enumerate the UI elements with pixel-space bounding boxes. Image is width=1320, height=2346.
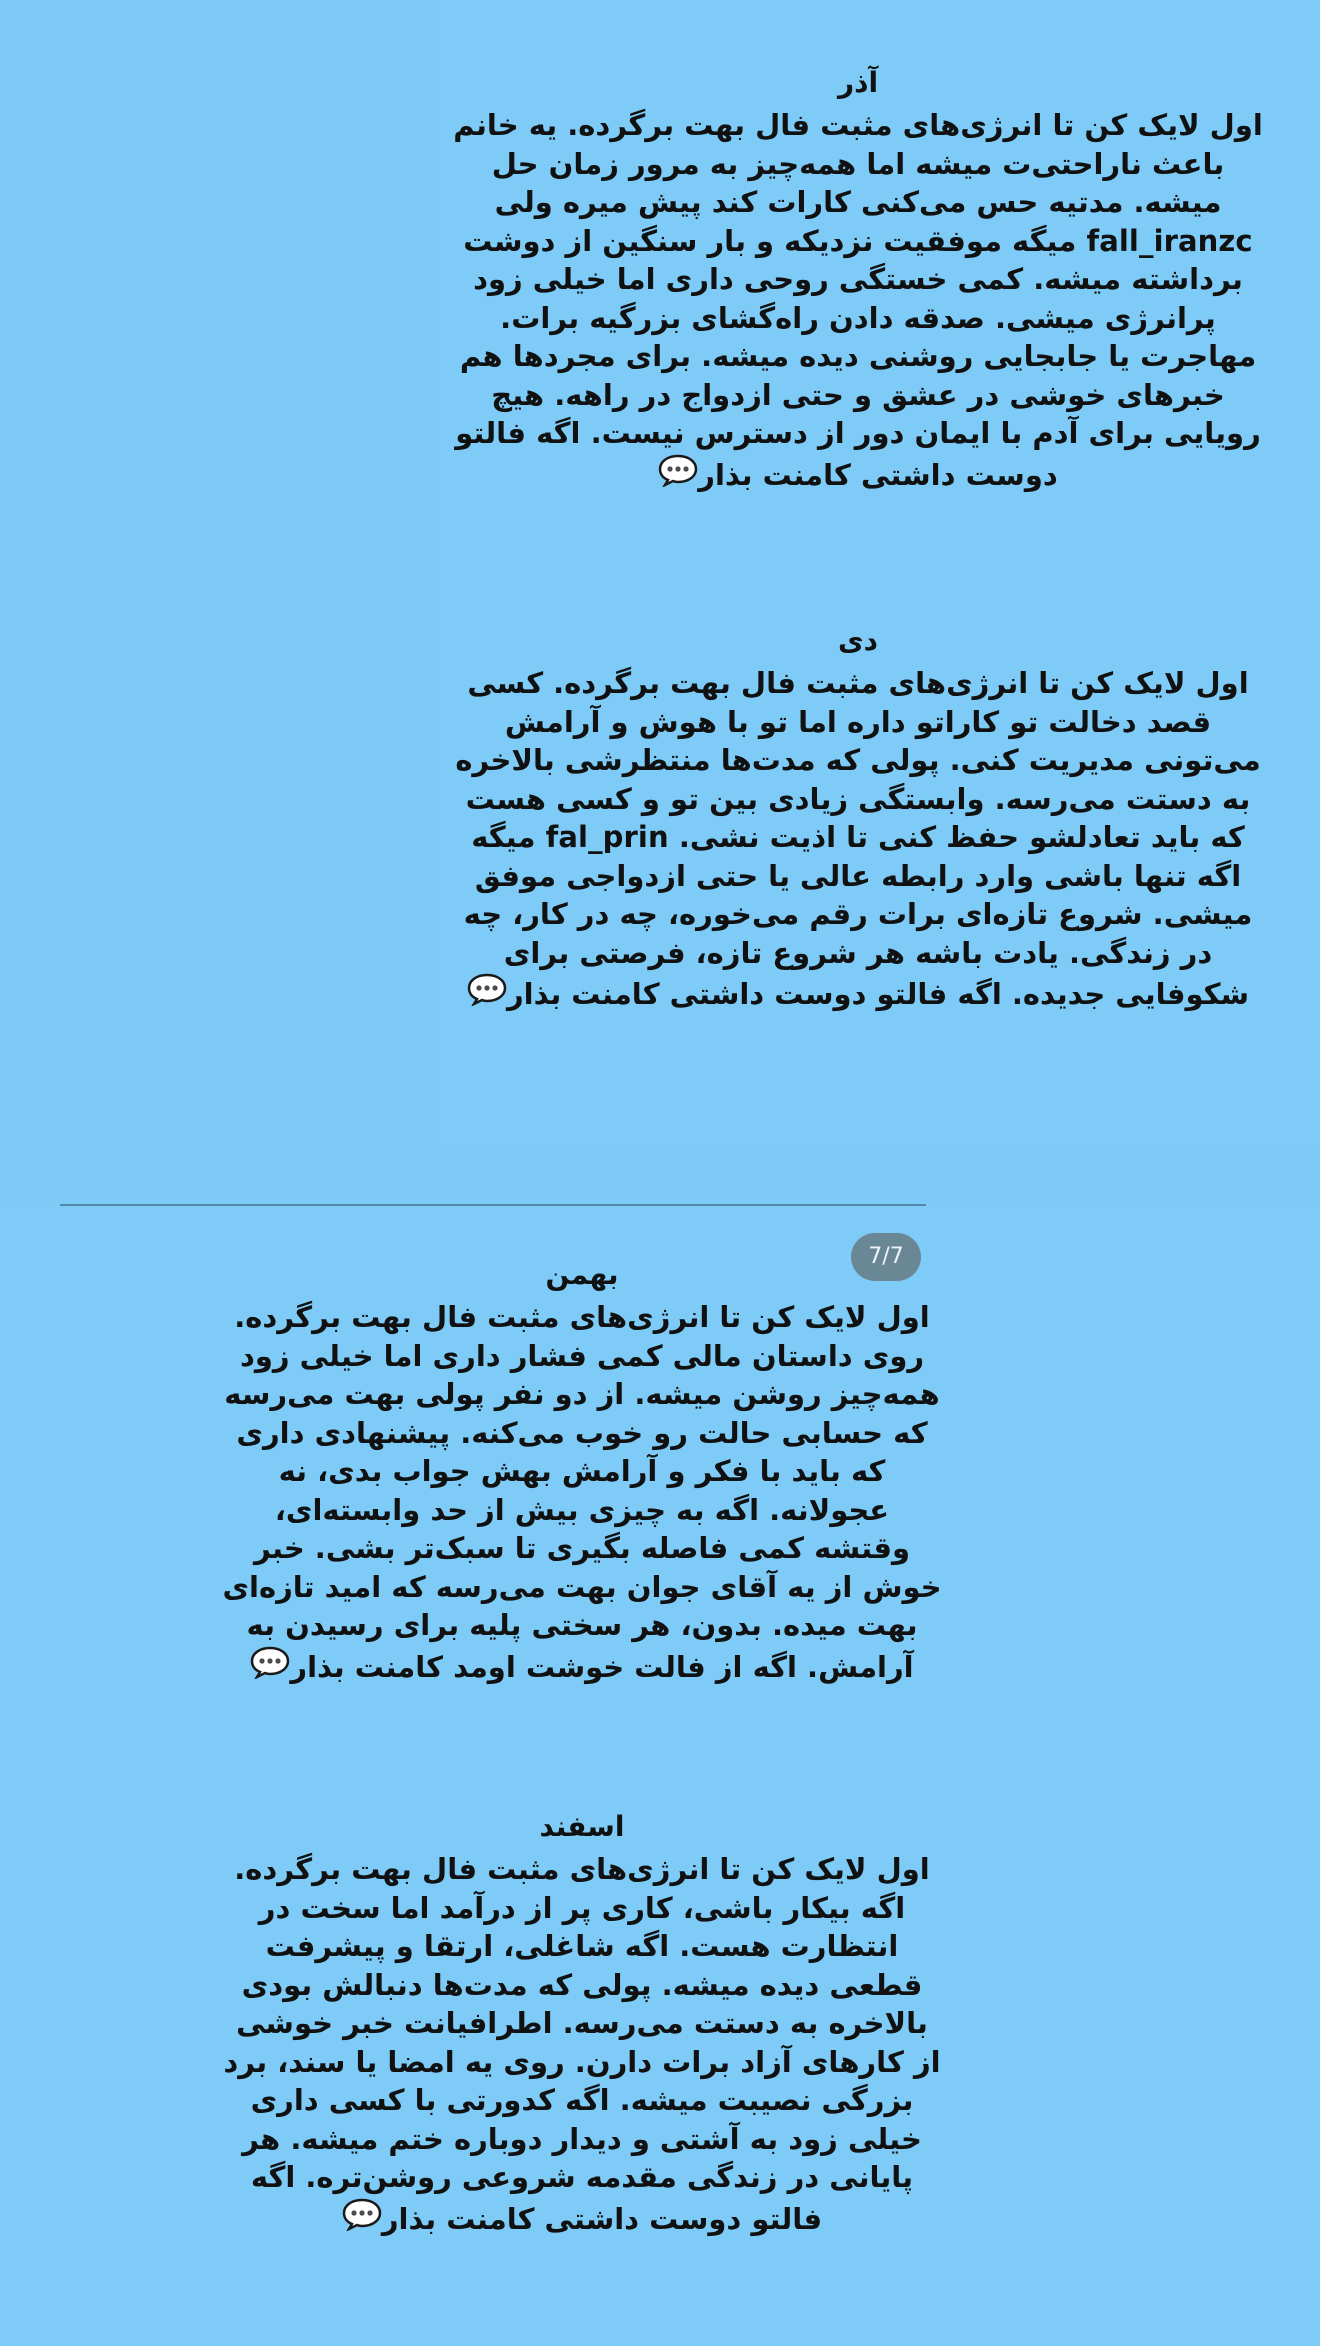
month-text-content: اول لایک کن تا انرژی‌های مثبت فال بهت برگرده. روی داستان مالی کمی فشار داری اما خیلی زود همه‌چیز روشن میشه. از دو نفر پولی بهت می‌رسه که حسابی حالت رو خوب می‌کنه. پیشنهادی داری که باید با فکر و آرامش بهش جواب بدی، نه عجولانه. اگه به چیزی بیش از حد وابسته‌ای، وقتشه کمی فاصله بگیری تا سبک‌تر بشی. خبر خوش از یه آقای جوان بهت می‌رسه که امید تازه‌ای بهت میده. بدون، هر سختی پلیه برای رسیدن به آرامش. اگه از فالت خوشت اومد کامنت بذار bbox=[222, 1300, 942, 1684]
month-text-content: اول لایک کن تا انرژی‌های مثبت فال بهت برگرده. یه خانم باعث ناراحتی‌ت میشه اما همه‌چیز به مرور زمان حل میشه. مدتیه حس می‌کنی کارات کند پیش میره ولی fall_iranzc میگه موفقیت نزدیکه و بار سنگین از دوشت برداشته میشه. کمی خستگی روحی داری اما خیلی زود پرانرژی میشی. صدقه دادن راه‌گشای بزرگیه برات. مهاجرت یا جابجایی روشنی دیده میشه. برای مجردها هم خبرهای خوشی در عشق و حتی ازدواج در راهه. هیچ رویایی برای آدم با ایمان دور از دسترس نیست. اگه فالتو دوست داشتی کامنت بذار bbox=[453, 108, 1263, 492]
speech-bubble-icon bbox=[342, 2197, 382, 2241]
horoscope-section-azar bbox=[448, 66, 1268, 496]
month-text bbox=[448, 106, 1268, 496]
speech-bubble-icon bbox=[250, 1645, 290, 1689]
month-title: اسفند bbox=[539, 1810, 625, 1843]
speech-bubble-icon bbox=[467, 972, 507, 1016]
horoscope-section-esfand bbox=[222, 1810, 942, 2240]
speech-bubble-icon bbox=[658, 453, 698, 497]
month-title: آذر bbox=[837, 66, 879, 99]
month-text-content: اول لایک کن تا انرژی‌های مثبت فال بهت برگرده. اگه بیکار باشی، کاری پر از درآمد اما سخت در انتظارت هست. اگه شاغلی، ارتقا و پیشرفت قطعی دیده میشه. پولی که مدت‌ها دنبالش بودی بالاخره به دستت می‌رسه. اطرافیانت خبر خوشی از کارهای آزاد برات دارن. روی یه امضا یا سند، برد بزرگی نصیبت میشه. اگه کدورتی با کسی داری خیلی زود به آشتی و دیدار دوباره ختم میشه. هر پایانی در زندگی مقدمه شروعی روشن‌تره. اگه فالتو دوست داشتی کامنت بذار bbox=[223, 1852, 941, 2236]
month-text bbox=[222, 1298, 942, 1688]
horoscope-section-bahman bbox=[222, 1258, 942, 1688]
month-text bbox=[222, 1850, 942, 2240]
month-title: دی bbox=[837, 624, 879, 657]
month-title: بهمن bbox=[545, 1258, 619, 1291]
horoscope-section-dey bbox=[448, 624, 1268, 1016]
month-text bbox=[448, 664, 1268, 1016]
month-text-content: اول لایک کن تا انرژی‌های مثبت فال بهت برگرده. کسی قصد دخالت تو کاراتو داره اما تو با هوش و آرامش می‌تونی مدیریت کنی. پولی که مدت‌ها منتظرشی بالاخره به دستت می‌رسه. وابستگی زیادی بین تو و کسی هست که باید تعادلشو حفظ کنی تا اذیت نشی. fal_prin میگه اگه تنها باشی وارد رابطه عالی یا حتی ازدواجی موفق میشی. شروع تازه‌ای برات رقم می‌خوره، چه در کار، چه در زندگی. یادت باشه هر شروع تازه، فرصتی برای شکوفایی جدیده. اگه فالتو دوست داشتی کامنت بذار bbox=[455, 666, 1261, 1011]
page-indicator-badge: 7/7 bbox=[851, 1233, 921, 1281]
panel-divider bbox=[60, 1204, 926, 1206]
